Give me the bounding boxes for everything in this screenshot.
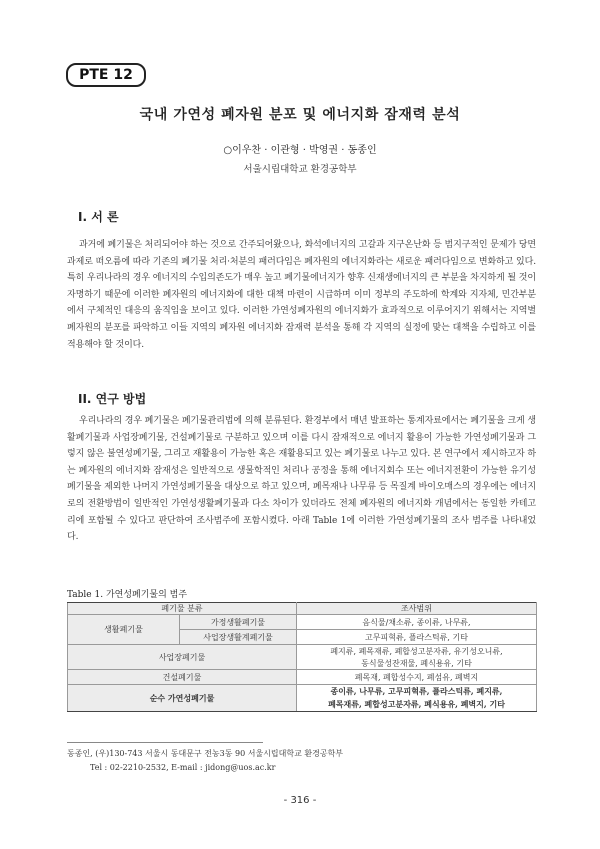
affiliation: 서울시립대학교 환경공학부: [243, 164, 357, 175]
footnote-contact: Tel : 02-2210-2532, E-mail : jidong@uos.ac.kr: [90, 763, 276, 772]
paper-title: 국내 가연성 폐자원 분포 및 에너지화 잠재력 분석: [139, 107, 461, 123]
authors: ○이우찬 · 이관형 · 박영권 · 동종인: [223, 145, 377, 156]
footnote-address: 동종인, (우)130-743 서울시 동대문구 전농3동 90 서울시립대학교 환경공학부: [67, 749, 344, 758]
table-sub-household: 가정생활폐기물: [180, 615, 297, 630]
session-badge: PTE 12: [66, 63, 146, 87]
section-heading-methods: II. 연구 방법: [78, 392, 147, 406]
table-scope-pure-combustible-1: 종이류, 나무류, 고무피혁류, 플라스틱류, 폐지류,: [297, 685, 537, 698]
page-number: - 316 -: [283, 795, 317, 806]
table-scope-household: 음식물/채소류, 종이류, 나무류,: [297, 615, 537, 630]
section-heading-introduction: I. 서 론: [78, 210, 119, 224]
table-group-household: 생활폐기물: [68, 615, 180, 645]
table-scope-industrial-2: 동식물성잔재물, 폐식용유, 기타: [297, 657, 537, 670]
methods-paragraph: 우리나라의 경우 폐기물은 폐기물관리법에 의해 분류된다. 환경부에서 매년 발표하는 통계자료에서는 폐기물을 크게 생활폐기물과 사업장폐기물, 건설폐기물로 구분하고 있으며 이를 다시 잠재적으로 에너지 활용이 가능한 가연성폐기물과 그렇지 않은 불연성폐기물, 그리고 재활용이 가능한 혹은 재활용되고 있는 폐기물로 나누고 있다. 본 연구에서 제시하고자 하는 폐자원의 에너지화 잠재성은 일반적으로 생물학적인 처리나 공정을 통해 에너지회수 또는 에너지전환이 가능한 유기성폐기물을 제외한 나머지 가연성폐기물을 대상으로 하고 있으며, 폐목재나 나무류 등 목질계 바이오매스의 경우에는 에너지로의 전환방법이 일반적인 가연성생활폐기물과 다소 차이가 있더라도 전체 폐자원의 에너지화 개념에서는 동일한 카테고리에 포함될 수 있다고 판단하여 조사범주에 포함시켰다. 아래 Table 1에 이러한 가연성폐기물의 조사 범주를 나타내었다.: [67, 416, 537, 543]
table-sub-business-household: 사업장생활계폐기물: [180, 630, 297, 645]
table-caption: Table 1. 가연성폐기물의 범주: [67, 590, 188, 600]
footnote-rule: [67, 742, 263, 743]
waste-category-table: [67, 602, 537, 712]
table-header-scope: 조사범위: [297, 603, 537, 615]
table-scope-business-household: 고무피혁류, 플라스틱류, 기타: [297, 630, 537, 645]
table-scope-industrial-1: 폐지류, 폐목재류, 폐합성고분자류, 유기성오니류,: [297, 645, 537, 658]
table-group-construction: 건설폐기물: [68, 670, 297, 685]
table-scope-pure-combustible-2: 폐목재류, 폐합성고분자류, 폐식용유, 폐벽지, 기타: [297, 697, 537, 712]
table-scope-construction: 폐목재, 폐합성수지, 폐섬유, 폐벽지: [297, 670, 537, 685]
introduction-paragraph: 과거에 폐기물은 처리되어야 하는 것으로 간주되어왔으나, 화석에너지의 고갈과 지구온난화 등 범지구적인 문제가 당면과제로 떠오름에 따라 기존의 폐기물 처리·처분의 패러다임은 폐자원의 에너지화라는 새로운 패러다임으로 변화하고 있다. 특히 우리나라의 경우 에너지의 수입의존도가 매우 높고 폐기물에너지가 향후 신재생에너지의 큰 부분을 차지하게 될 것이 자명하기 때문에 이러한 폐자원의 에너지화에 대한 대책 마련이 시급하며 이미 정부의 주도하에 학계와 지자체, 민간부분에서 구체적인 대응의 움직임을 보이고 있다. 이러한 가연성폐자원의 에너지화가 효과적으로 이루어지기 위해서는 지역별 폐자원의 분포를 파악하고 이들 지역의 폐자원 에너지화 잠재력 분석을 통해 각 지역의 실정에 맞는 대책을 수립하고 이를 적용해야 할 것이다.: [67, 240, 537, 350]
table-group-pure-combustible: 순수 가연성폐기물: [68, 685, 297, 712]
table-group-industrial: 사업장폐기물: [68, 645, 297, 670]
table-header-classification: 폐기물 분류: [68, 603, 297, 615]
